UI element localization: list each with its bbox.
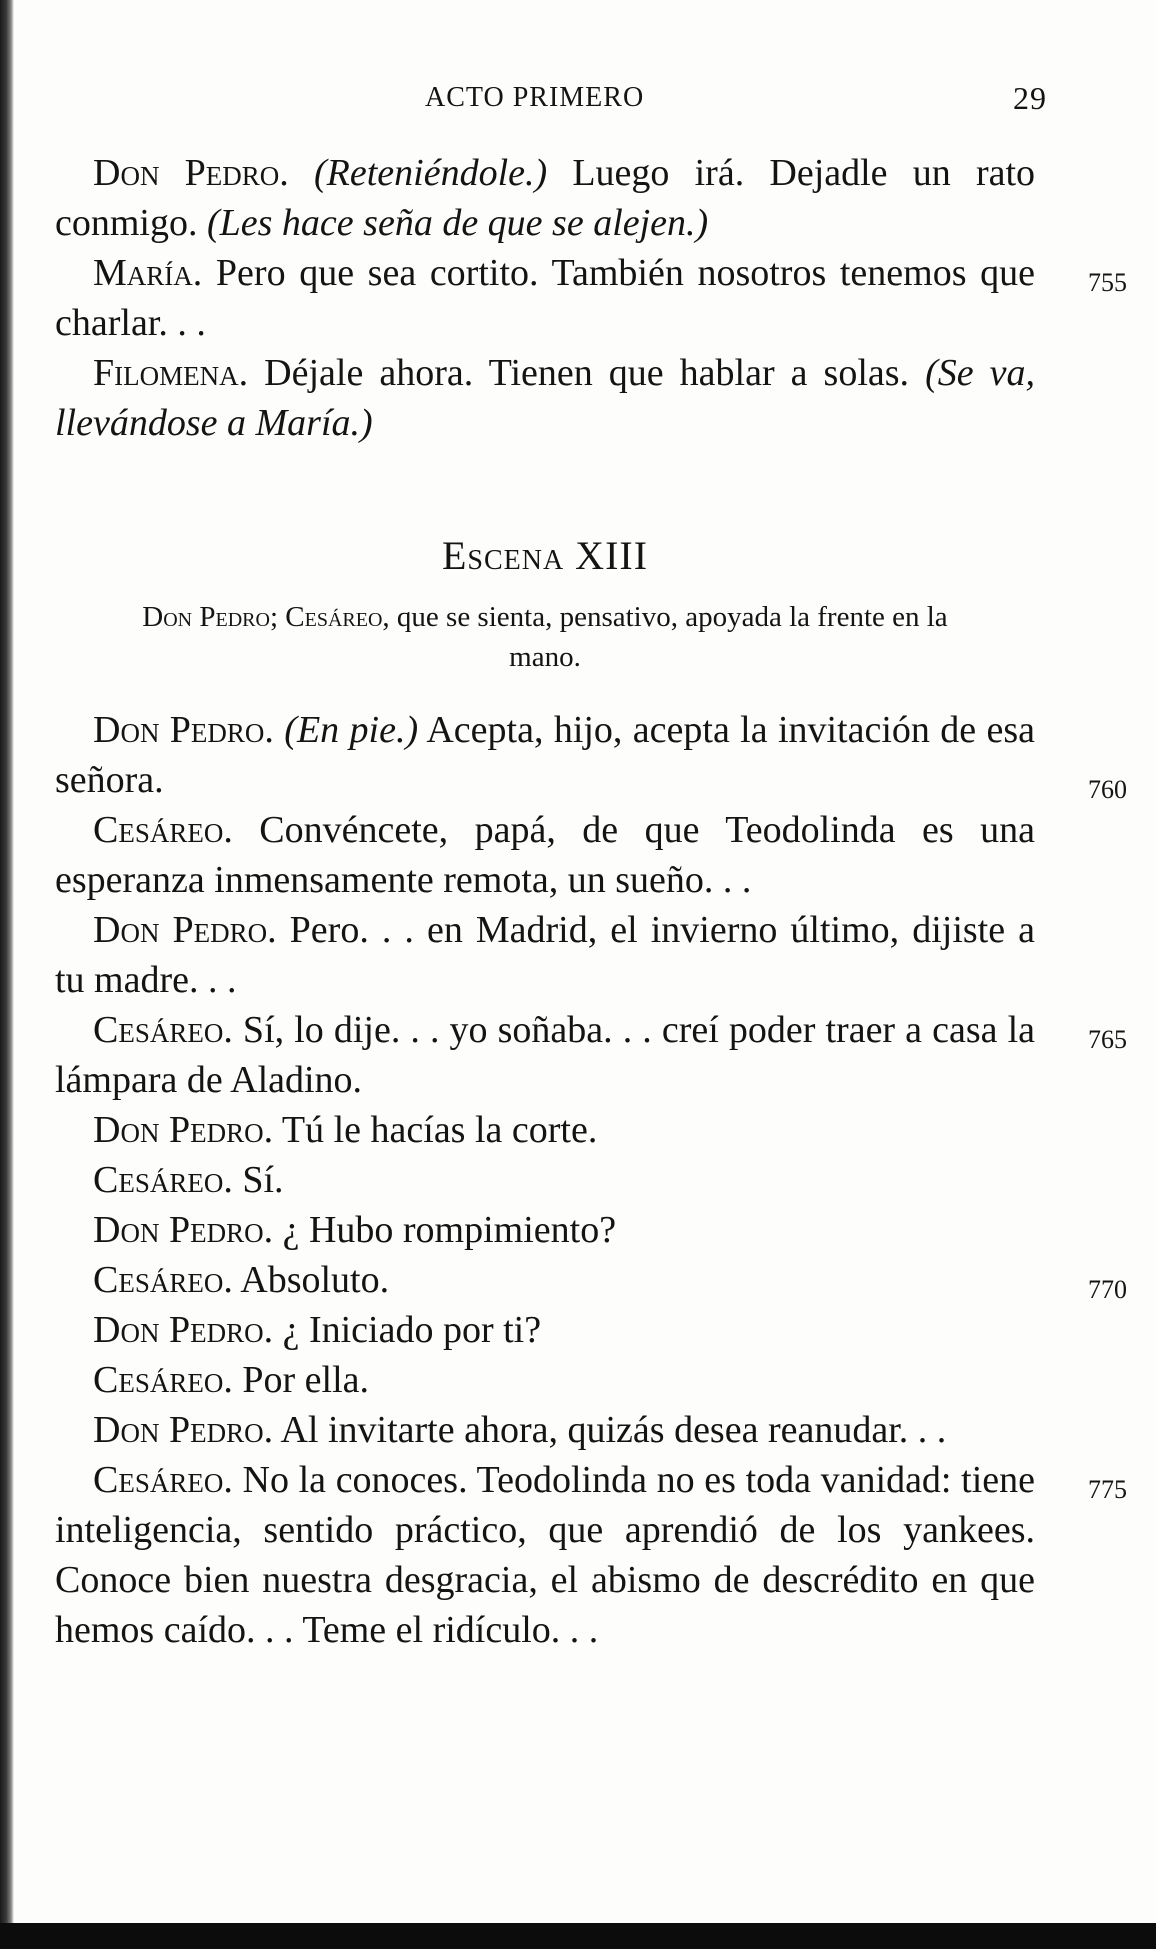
speech-paragraph bbox=[55, 1005, 1127, 1105]
speaker-name: Don Pedro. bbox=[93, 152, 289, 194]
speaker-name: Cesáreo. bbox=[93, 1009, 233, 1051]
speaker-name: Don Pedro. bbox=[93, 1409, 274, 1451]
speaker-name: Don Pedro. bbox=[93, 1109, 274, 1151]
speaker-name: María. bbox=[93, 252, 203, 294]
speech-paragraph bbox=[55, 1355, 1035, 1405]
page-number: 29 bbox=[1013, 80, 1047, 116]
cast-cesareo: Cesáreo, bbox=[285, 601, 390, 633]
cast-description: que se sienta, pensativo, apoyada la frente en la mano. bbox=[389, 601, 948, 673]
scan-bottom-edge bbox=[0, 1923, 1156, 1949]
line-number: 760 bbox=[1088, 775, 1127, 804]
speech-text: No la conoces. Teodolinda no es toda vanidad: tiene inteligencia, sentido práctico, que aprendió de los yankees. Conoce bien nuestra desgracia, el abismo de descrédito en que hemos caído. . . Teme el ridículo. . . bbox=[55, 1459, 1035, 1651]
speech-text: Luego irá. Dejadle un rato conmigo. bbox=[55, 152, 1036, 244]
speech-paragraph bbox=[55, 1305, 1035, 1355]
speech-text: Convéncete, papá, de que Teodolinda es una esperanza inmensamente remota, un sueño. . . bbox=[55, 809, 1035, 901]
speaker-name: Don Pedro. bbox=[93, 1209, 274, 1251]
line-number: 755 bbox=[1088, 268, 1127, 297]
stage-direction: (En pie.) bbox=[284, 709, 419, 751]
running-title: ACTO PRIMERO bbox=[425, 82, 645, 113]
speaker-name: Cesáreo. bbox=[93, 1459, 233, 1501]
speech-paragraph bbox=[55, 1205, 1035, 1255]
page-text bbox=[55, 148, 1127, 1655]
speech-text: Acepta, hijo, acepta la invitación de esa señora. bbox=[55, 709, 1036, 801]
speech-paragraph bbox=[55, 1455, 1127, 1655]
speech-text: Al invitarte ahora, quizás desea reanudar. . . bbox=[273, 1409, 947, 1451]
speech-paragraph bbox=[55, 705, 1127, 805]
speech-text: Pero. . . en Madrid, el invierno último, dijiste a tu madre. . . bbox=[55, 909, 1035, 1001]
scene-cast-note bbox=[55, 597, 1035, 677]
speaker-name: Cesáreo. bbox=[93, 1359, 233, 1401]
speech-text: Sí. bbox=[232, 1159, 284, 1201]
speech-paragraph bbox=[55, 1405, 1035, 1455]
speech-paragraph bbox=[55, 248, 1127, 348]
scene-heading: Escena XIII bbox=[441, 533, 649, 578]
speech-text: Tú le hacías la corte. bbox=[273, 1109, 598, 1151]
page-binding-edge bbox=[0, 0, 14, 1949]
stage-direction: (Les hace seña de que se alejen.) bbox=[206, 202, 709, 244]
line-number: 770 bbox=[1088, 1275, 1127, 1304]
line-number: 765 bbox=[1088, 1025, 1127, 1054]
speech-paragraph bbox=[55, 148, 1035, 248]
speech-paragraph bbox=[55, 905, 1035, 1005]
dialogue-block-2 bbox=[55, 705, 1127, 1655]
speaker-name: Cesáreo. bbox=[93, 809, 233, 851]
speech-paragraph bbox=[55, 1255, 1127, 1305]
speech-text: ¿ Hubo rompimiento? bbox=[273, 1209, 617, 1251]
speech-text: Pero que sea cortito. También nosotros tenemos que charlar. . . bbox=[55, 252, 1035, 344]
speech-paragraph bbox=[55, 1105, 1035, 1155]
speech-text: Sí, lo dije. . . yo soñaba. . . creí poder traer a casa la lámpara de Aladino. bbox=[55, 1009, 1035, 1101]
speech-paragraph bbox=[55, 348, 1035, 448]
speech-paragraph bbox=[55, 805, 1035, 905]
speech-text: Déjale ahora. Tienen que hablar a solas. bbox=[248, 352, 926, 394]
speaker-name: Cesáreo. bbox=[93, 1259, 233, 1301]
speech-text: Absoluto. bbox=[232, 1259, 390, 1301]
speech-paragraph bbox=[55, 1155, 1035, 1205]
dialogue-block-1 bbox=[55, 148, 1127, 448]
speech-text: Por ella. bbox=[232, 1359, 369, 1401]
cast-don-pedro: Don Pedro; bbox=[142, 601, 279, 633]
stage-direction: (Reteniéndole.) bbox=[313, 152, 548, 194]
speaker-name: Don Pedro. bbox=[93, 1309, 274, 1351]
speaker-name: Don Pedro. bbox=[93, 909, 277, 951]
speech-text: ¿ Iniciado por ti? bbox=[273, 1309, 542, 1351]
stage-direction: (Se va, llevándose a María.) bbox=[55, 352, 1035, 444]
speaker-name: Filomena. bbox=[93, 352, 249, 394]
speaker-name: Cesáreo. bbox=[93, 1159, 233, 1201]
speaker-name: Don Pedro. bbox=[93, 709, 274, 751]
line-number: 775 bbox=[1088, 1475, 1127, 1504]
book-page bbox=[55, 0, 1127, 1949]
